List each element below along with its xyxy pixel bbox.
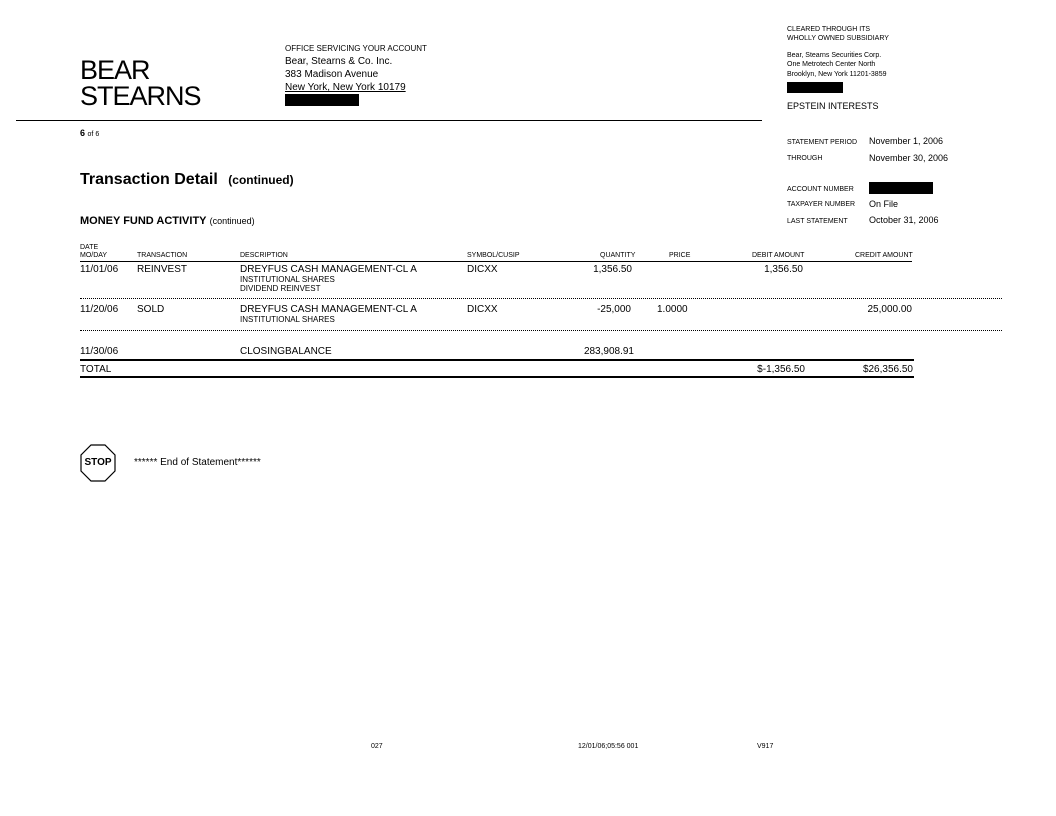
closing-date: 11/30/06 bbox=[80, 346, 119, 357]
closing-quantity: 283,908.91 bbox=[583, 346, 634, 357]
clearing-line1: CLEARED THROUGH ITS bbox=[787, 26, 871, 33]
header-date-top: DATE bbox=[80, 244, 99, 251]
header-price: PRICE bbox=[669, 252, 691, 259]
row-debit: 1,356.50 bbox=[764, 264, 803, 275]
total-debit: $-1,356.50 bbox=[757, 364, 805, 375]
bear-stearns-logo bbox=[80, 57, 201, 109]
office-label: OFFICE SERVICING YOUR ACCOUNT bbox=[285, 44, 427, 53]
header-credit: CREDIT AMOUNT bbox=[855, 252, 913, 259]
through-label: THROUGH bbox=[787, 155, 823, 162]
office-name: Bear, Stearns & Co. Inc. bbox=[285, 56, 393, 67]
row-desc-line2: INSTITUTIONAL SHARES bbox=[240, 275, 335, 284]
row-desc-line3: DIVIDEND REINVEST bbox=[240, 284, 321, 293]
section-title-text: Transaction Detail bbox=[80, 171, 218, 188]
last-statement-label: LAST STATEMENT bbox=[787, 218, 848, 225]
taxpayer-label: TAXPAYER NUMBER bbox=[787, 201, 856, 208]
footer-code1: 027 bbox=[371, 743, 383, 750]
clearing-corp: Bear, Stearns Securities Corp. bbox=[787, 52, 882, 59]
header-symbol: SYMBOL/CUSIP bbox=[467, 252, 520, 259]
account-number-label: ACCOUNT NUMBER bbox=[787, 186, 854, 193]
row-price: 1.0000 bbox=[657, 304, 688, 315]
row-credit: 25,000.00 bbox=[867, 304, 912, 315]
header-debit: DEBIT AMOUNT bbox=[752, 252, 805, 259]
row-separator bbox=[80, 330, 1002, 331]
section-title-suffix: (continued) bbox=[228, 173, 294, 187]
row-quantity: -25,000 bbox=[597, 304, 631, 315]
header-quantity: QUANTITY bbox=[600, 252, 636, 259]
section-title bbox=[80, 171, 294, 189]
header-rule-table bbox=[80, 261, 912, 262]
row-date: 11/20/06 bbox=[80, 304, 119, 315]
footer-timestamp: 12/01/06;05:56 001 bbox=[578, 743, 639, 750]
row-transaction: SOLD bbox=[137, 304, 165, 315]
logo-line1: BEAR bbox=[80, 55, 150, 85]
end-of-statement: ****** End of Statement****** bbox=[134, 457, 261, 468]
clearing-line2: WHOLLY OWNED SUBSIDIARY bbox=[787, 35, 889, 42]
row-quantity: 1,356.50 bbox=[593, 264, 632, 275]
total-bottom-rule bbox=[80, 376, 914, 378]
header-description: DESCRIPTION bbox=[240, 252, 288, 259]
total-credit: $26,356.50 bbox=[862, 364, 913, 375]
stop-sign-label: STOP bbox=[84, 457, 112, 468]
account-number-redaction bbox=[869, 182, 933, 194]
row-transaction: REINVEST bbox=[137, 264, 188, 275]
page-total: of 6 bbox=[87, 131, 100, 138]
row-separator bbox=[80, 298, 1002, 299]
header-date: MO/DAY bbox=[80, 252, 108, 259]
page-number bbox=[80, 128, 99, 138]
statement-period-value: November 1, 2006 bbox=[869, 136, 944, 146]
row-desc-line2: INSTITUTIONAL SHARES bbox=[240, 315, 335, 324]
row-symbol: DICXX bbox=[467, 264, 498, 275]
office-street: 383 Madison Avenue bbox=[285, 69, 379, 80]
header-rule bbox=[16, 120, 762, 121]
statement-period-label: STATEMENT PERIOD bbox=[787, 139, 858, 146]
clearing-addr1: One Metrotech Center North bbox=[787, 61, 876, 68]
footer-code2: V917 bbox=[757, 743, 774, 750]
account-holder: EPSTEIN INTERESTS bbox=[787, 101, 879, 111]
section-subtitle-suffix: (continued) bbox=[209, 216, 255, 226]
through-value: November 30, 2006 bbox=[869, 153, 949, 163]
total-label: TOTAL bbox=[80, 364, 112, 375]
closing-description: CLOSINGBALANCE bbox=[240, 346, 332, 357]
total-top-rule bbox=[80, 359, 914, 361]
last-statement-value: October 31, 2006 bbox=[869, 215, 939, 225]
logo-line2: STEARNS bbox=[80, 81, 201, 111]
row-desc-line1: DREYFUS CASH MANAGEMENT-CL A bbox=[240, 304, 417, 315]
taxpayer-value: On File bbox=[869, 199, 899, 209]
page-current: 6 bbox=[80, 128, 86, 138]
redaction-bar bbox=[285, 94, 359, 106]
section-subtitle bbox=[80, 215, 255, 227]
row-date: 11/01/06 bbox=[80, 264, 119, 275]
redaction-bar bbox=[787, 82, 843, 93]
office-city: New York, New York 10179 bbox=[285, 82, 406, 93]
section-subtitle-text: MONEY FUND ACTIVITY bbox=[80, 215, 207, 227]
row-symbol: DICXX bbox=[467, 304, 498, 315]
row-desc-line1: DREYFUS CASH MANAGEMENT-CL A bbox=[240, 264, 417, 275]
header-transaction: TRANSACTION bbox=[137, 252, 188, 259]
clearing-addr2: Brooklyn, New York 11201-3859 bbox=[787, 71, 887, 78]
